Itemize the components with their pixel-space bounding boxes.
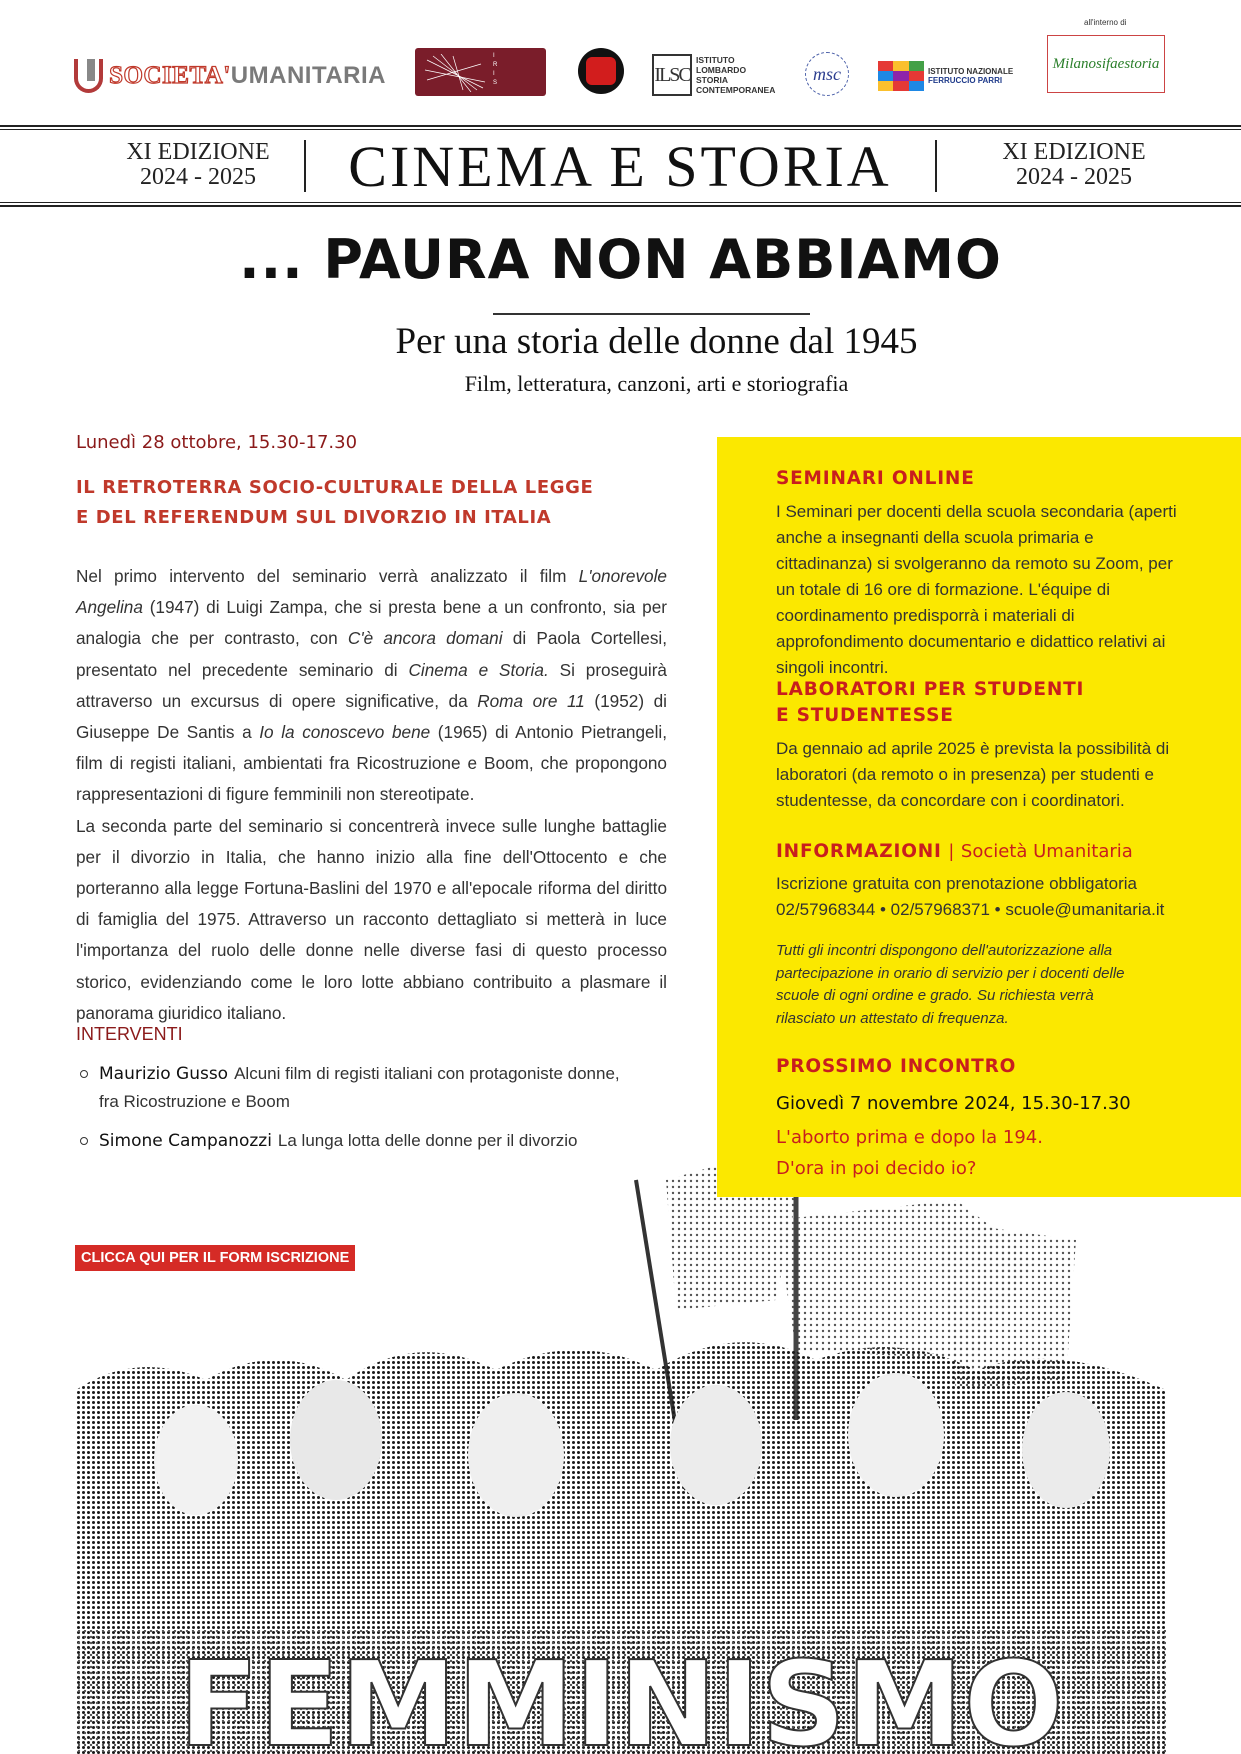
p1-text-a: Nel primo intervento del seminario verrà analizzato il film — [76, 566, 579, 586]
info-text — [776, 871, 1196, 923]
info-organization: Società Umanitaria — [960, 841, 1133, 862]
next-date: Giovedì 7 novembre 2024, 15.30-17.30 — [776, 1093, 1131, 1114]
isrec-logo — [578, 48, 624, 94]
lab-heading-line2: E STUDENTESSE — [776, 705, 954, 726]
p1-text-f: (1965) di Antonio Pietrangeli, film di registi italiani, ambientati fra Ricostruzione e Boom, che propongono rappresentazioni di figure femminili non stereotipate. — [76, 722, 667, 805]
umanitaria-logo — [74, 56, 386, 96]
iris-logo — [415, 48, 546, 96]
milano-label: all'interno di — [1084, 18, 1127, 27]
speaker-item — [78, 1060, 678, 1115]
info-contacts: 02/57968344 • 02/57968371 • scuole@umanitaria.it — [776, 900, 1165, 919]
p1-text-e: (1952) di Giuseppe De Santis a — [76, 690, 667, 743]
p1-text-c: di Paola Cortellesi, presentato nel precedente seminario di — [76, 628, 668, 680]
msc-logo: msc — [805, 52, 849, 96]
lab-text: Da gennaio ad aprile 2025 è prevista la possibilità di laboratori (da remoto o in presenza) per studenti e studentesse, da concordare con i coordinatori. — [776, 739, 1170, 810]
seminar-description — [76, 561, 667, 1029]
seminar-date: Lunedì 28 ottobre, 15.30-17.30 — [76, 432, 358, 453]
parri-line-1: ISTITUTO NAZIONALE — [928, 67, 1014, 76]
sub-subtitle: Film, letteratura, canzoni, arti e storiografia — [464, 371, 849, 396]
edition-right — [974, 140, 1174, 190]
speaker-topic: La lunga lotta delle donne per il divorzio — [277, 1131, 578, 1150]
parri-flag-icon — [878, 61, 924, 91]
series-name: Cinema e Storia. — [408, 659, 549, 680]
info-separator: | — [948, 841, 954, 861]
description-paragraph-2: La seconda parte del seminario si concentrerà invece sulle lunghe battaglie per il divorzio in Italia, che hanno inizio alla fine dell'Ottocento e che porteranno alla legge Fortuna-Baslini del 1970 e all'epocale riforma del diritto di famiglia del 1975. Attraverso un racconto dettagliato si metterà in luce l'importanza del ruolo delle donne nelle diverse fasi di questo processo storico, evidenziando come le loro lotte abbiano contribuito a plasmare il panorama giuridico italiano. — [76, 815, 667, 1023]
lab-heading-line1: LABORATORI PER STUDENTI — [776, 679, 1085, 700]
subtitle: Per una storia delle donne dal 1945 — [395, 321, 918, 362]
ilsc-text: ISTITUTO LOMBARDO STORIA CONTEMPORANEA — [696, 55, 776, 95]
ilsc-box: ILSC — [652, 54, 692, 96]
edition-left-line2: 2024 - 2025 — [140, 164, 256, 190]
online-text: I Seminari per docenti della scuola secondaria (aperti anche a insegnanti della scuola primaria e cittadinanza) si svolgeranno da remoto su Zoom, per un totale di 16 ore di formazione. L'équipe di coordinamento predisporrà i materiali di approfondimento documentario e didattico relativi ai singoli incontri. — [776, 502, 1177, 677]
next-title — [776, 1122, 1043, 1184]
next-heading: PROSSIMO INCONTRO — [776, 1056, 1017, 1077]
info-heading-row — [776, 838, 1133, 865]
edition-left-line1: XI EDIZIONE — [126, 139, 270, 165]
registration-form-button[interactable]: CLICCA QUI PER IL FORM ISCRIZIONE — [75, 1245, 355, 1271]
header-rule-top-thin — [0, 129, 1241, 130]
next-title-line2: D'ora in poi decido io? — [776, 1158, 977, 1179]
info-line-1: Iscrizione gratuita con prenotazione obbligatoria — [776, 874, 1138, 893]
film-title-1: L'onorevole Angelina — [76, 566, 667, 618]
header-rule-top — [0, 125, 1241, 127]
banner-text: FEMMINISMO — [178, 1635, 1064, 1754]
seminar-title-line1: IL RETROTERRA SOCIO-CULTURALE DELLA LEGGE — [76, 477, 594, 498]
seminar-title-line2: E DEL REFERENDUM SUL DIVORZIO IN ITALIA — [76, 507, 552, 528]
online-heading: SEMINARI ONLINE — [776, 468, 975, 489]
iris-network-icon — [423, 54, 487, 92]
interventi-heading: INTERVENTI — [76, 1024, 183, 1044]
next-title-line1: L'aborto prima e dopo la 194. — [776, 1127, 1043, 1148]
edition-right-line2: 2024 - 2025 — [1016, 164, 1132, 190]
header-rule-bottom — [0, 205, 1241, 207]
p1-text-b: (1947) di Luigi Zampa, che si presta bene a un confronto, sia per analogia che per contrasto, con — [76, 597, 667, 649]
header-divider-right — [935, 140, 937, 192]
speaker-name: Simone Campanozzi — [99, 1131, 272, 1151]
p1-text-d: Si proseguirà attraverso un excursus di opere significative, da — [76, 659, 667, 711]
film-title-3: Roma ore 11 — [477, 690, 585, 711]
description-paragraph-1 — [76, 561, 667, 811]
seminar-title — [76, 473, 696, 533]
isrec-square-icon — [586, 57, 616, 85]
umanitaria-logo-text-2: UMANITARIA — [230, 62, 386, 89]
milanosifaestoria-logo: Milanosifaestoria — [1047, 35, 1165, 93]
edition-left — [98, 140, 298, 190]
edition-right-line1: XI EDIZIONE — [1002, 139, 1146, 165]
ilsc-logo — [652, 53, 775, 97]
headline: ... PAURA NON ABBIAMO — [239, 228, 1002, 291]
series-title: CINEMA E STORIA — [348, 134, 892, 199]
umanitaria-logo-text-1: SOCIETA' — [109, 62, 231, 89]
speaker-topic-cont: fra Ricostruzione e Boom — [99, 1092, 290, 1111]
parri-logo — [878, 58, 1013, 94]
info-note: Tutti gli incontri dispongono dell'autorizzazione alla partecipazione in orario di servizio per i docenti delle scuole di ogni ordine e grado. Su richiesta verrà rilasciato un attestato di frequenza. — [776, 942, 1125, 1027]
iris-letters: I R I S — [493, 53, 498, 86]
info-heading: INFORMAZIONI — [776, 841, 942, 862]
parri-line-2: FERRUCCIO PARRI — [928, 76, 1003, 85]
speaker-topic: Alcuni film di registi italiani con protagoniste donne, — [234, 1064, 620, 1083]
film-title-2: C'è ancora domani — [347, 628, 503, 649]
headline-rule — [493, 313, 810, 315]
parri-text — [928, 67, 1013, 85]
header-rule-bottom-thin — [0, 202, 1241, 203]
lab-heading — [776, 677, 1084, 729]
umanitaria-mark-icon — [74, 59, 103, 93]
film-title-4: Io la conoscevo bene — [259, 722, 431, 743]
speaker-name: Maurizio Gusso — [99, 1064, 229, 1084]
